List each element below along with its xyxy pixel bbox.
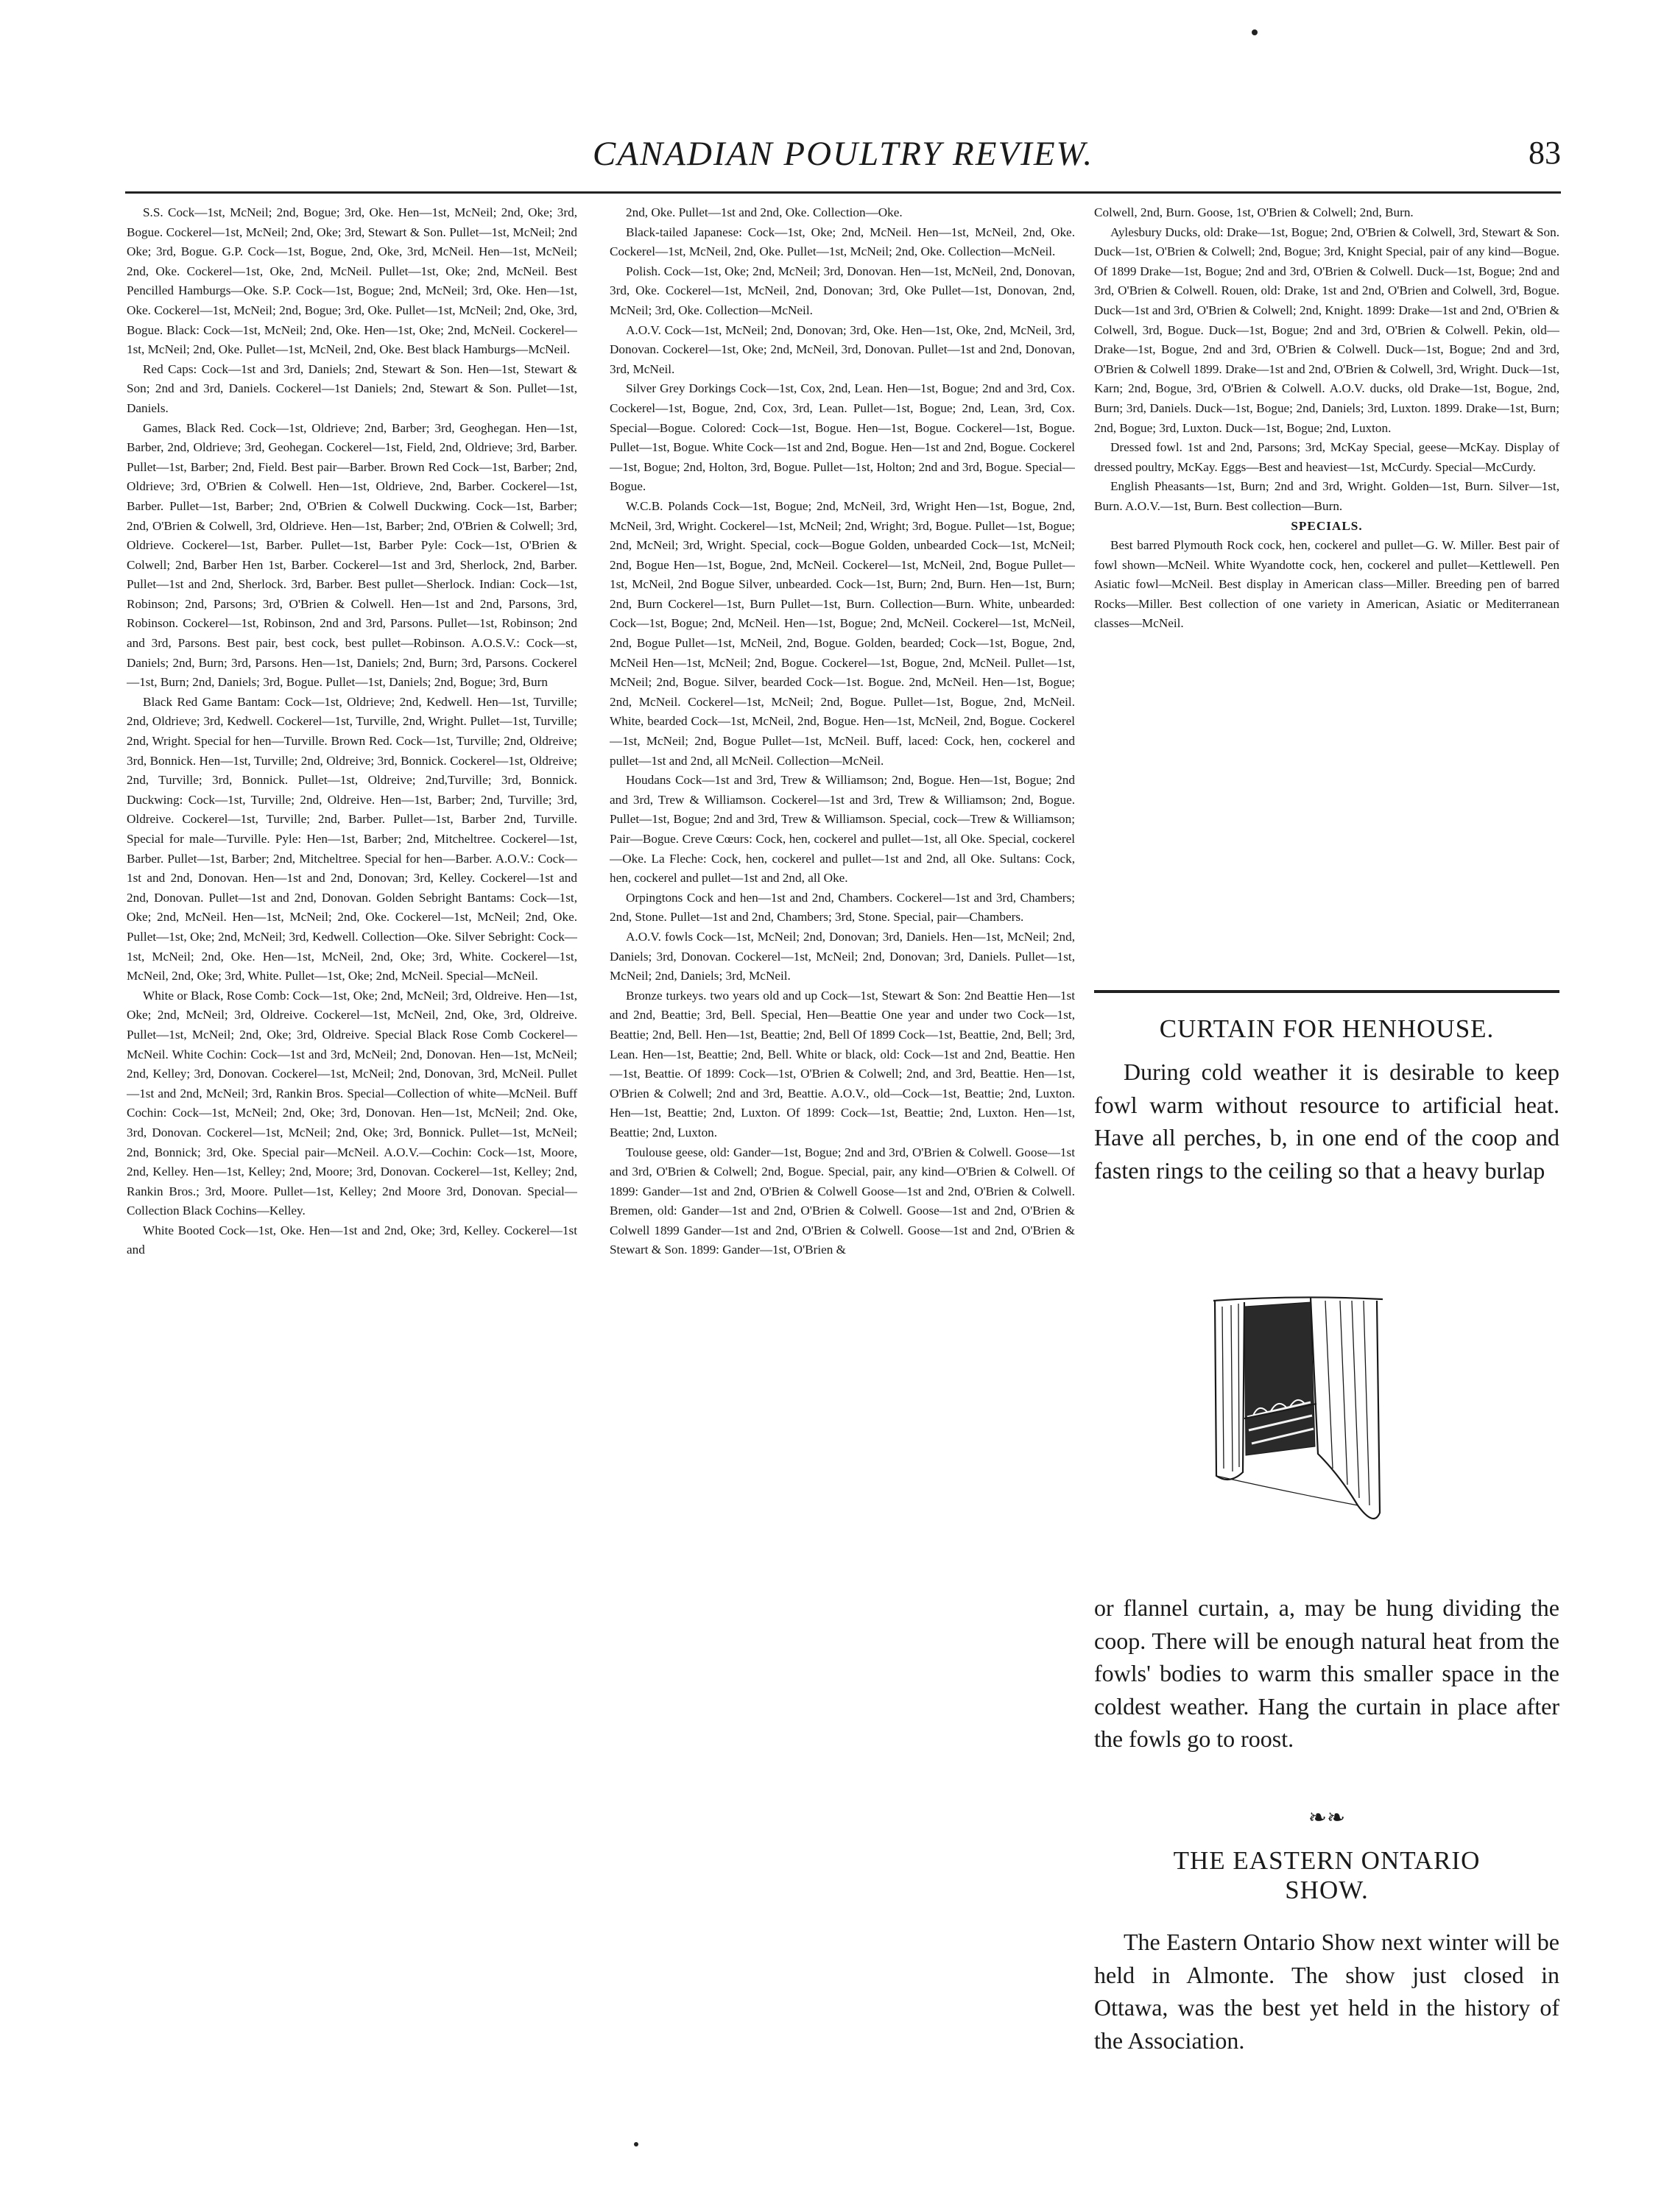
paragraph: Bronze turkeys. two years old and up Cock—1st, Stewart & Son: 2nd Beattie Hen—1st and 2nd, Beattie; 3rd, Bell. Special, Hen—Beattie One year and under two Cock—1st, Beattie; 2nd, Bell. Hen—1st, Beattie; 2nd, Bell Of 1899 Cock—1st, Beattie, 2nd, Bell; 3rd, Lean. Hen—1st, Beattie; 2nd, Bell. White or black, old: Cock—1st and 2nd, Beattie. Hen—1st, Beattie. Of 1899: Cock—1st, O'Brien & Colwell; 2nd, and 3rd, Beattie. Hen—1st, O'Brien & Colwell; 2nd and 3rd, Beattie. A.O.V., old—Cock—1st, Beattie; 2nd, Luxton. Hen—1st, Beattie; 2nd, Luxton. Of 1899: Cock—1st, Beattie; 2nd, Luxton. Hen—1st, Beattie; 2nd, Luxton. <box>610 988 1075 1139</box>
paragraph: or flannel curtain, a, may be hung dividing the coop. There will be enough natural heat from the fowls' bodies to warm this smaller space in the coldest weather. Hang the curtain in place after the fowls go to roost. <box>1094 1594 1559 1752</box>
paragraph: Red Caps: Cock—1st and 3rd, Daniels; 2nd, Stewart & Son. Hen—1st, Stewart & Son; 2nd and 3rd, Daniels. Cockerel—1st Daniels; 2nd, Stewart & Son. Pullet—1st, Daniels. <box>127 361 577 415</box>
paragraph: Aylesbury Ducks, old: Drake—1st, Bogue; 2nd, O'Brien & Colwell, 3rd, Stewart & Son. Duck—1st, O'Brien & Colwell; 2nd, Bogue; 3rd, Knight Special, pair of any kind—Bogue. Of 1899 Drake—1st, Bogue; 2nd and 3rd, O'Brien & Colwell. Duck—1st, Bogue; 2nd and 3rd, O'Brien & Colwell. Rouen, old: Drake, 1st and 2nd, O'Brien and Colwell, 3rd, Bogue. Duck—1st and 3rd, O'Brien & Colwell; 2nd, Knight. 1899: Drake—1st and 2nd, O'Brien & Colwell, 3rd, Bogue. Duck—1st, Bogue; 2nd and 3rd, O'Brien & Colwell. Pekin, old—Drake—1st, Bogue, 2nd and 3rd, O'Brien & Colwell. Duck—1st, Bogue; 2nd and 3rd, O'Brien & Colwell 1899. Drake—1st and 2nd, O'Brien & Colwell, 3rd, Wright. Duck—1st, Karn; 2nd, Bogue, 3rd, O'Brien & Colwell. A.O.V. ducks, old Drake—1st, Bogue, 2nd, Burn; 3rd, Daniels. Duck—1st, Bogue; 2nd, Daniels; 3rd, Luxton. 1899. Drake—1st, Burn; 2nd, Bogue; 3rd, Luxton. Duck—1st, Bogue; 2nd, Luxton. <box>1094 225 1559 435</box>
paragraph: A.O.V. fowls Cock—1st, McNeil; 2nd, Donovan; 3rd, Daniels. Hen—1st, McNeil; 2nd, Daniels; 3rd, Donovan. Cockerel—1st, McNeil; 2nd, Donovan; 3rd, Daniels. Pullet—1st, McNeil; 2nd, Daniels; 3rd, McNeil. <box>610 929 1075 983</box>
column-separator-rule <box>1094 990 1559 993</box>
publication-title: CANADIAN POULTRY REVIEW. <box>592 135 1094 173</box>
paragraph: Houdans Cock—1st and 3rd, Trew & Williamson; 2nd, Bogue. Hen—1st, Bogue; 2nd and 3rd, Trew & Williamson. Cockerel—1st and 3rd, Trew & Williamson; 2nd, Bogue. Pullet—1st, Bogue; 2nd and 3rd, Trew & Williamson. Special, cock—Trew & Williamson; Pair—Bogue. Creve Cœurs: Cock, hen, cockerel and pullet—1st, all Oke. Special, cockerel—Oke. La Fleche: Cock, hen, cockerel and pullet—1st and 2nd, all Oke. Sultans: Cock, hen, cockerel and pullet—1st and 2nd, all Oke. <box>610 773 1075 886</box>
page-header <box>125 134 1561 185</box>
paragraph: Games, Black Red. Cock—1st, Oldrieve; 2nd, Barber; 3rd, Geoghegan. Hen—1st, Barber, 2nd, Oldrieve; 3rd, Geohegan. Cockerel—1st, Field, 2nd, Oldrieve; 3rd, Barber. Pullet—1st, Barber; 2nd, Field. Best pair—Barber. Brown Red Cock—1st, Barber; 2nd, Oldrieve; 3rd, O'Brien & Colwell. Hen—1st, Oldrieve, 2nd, Barber. Cockerel—1st, Barber. Pullet—1st, Barber; 2nd, O'Brien & Colwell Duckwing. Cock—1st, Barber; 2nd, O'Brien & Colwell, 3rd, Oldrieve. Hen—1st, Barber; 2nd, O'Brien & Colwell; 3rd, Oldrieve. Cockerel—1st, Barber. Pullet—1st, Barber Pyle: Cock—1st, O'Brien & Colwell; 2nd, Barber Hen 1st, Barber. Cockerel—1st and 3rd, Sherlock, 2nd, Barber. Pullet—1st and 2nd, Sherlock. 3rd, Barber. Best pullet—Sherlock. Indian: Cock—1st, Robinson; 2nd, Parsons; 3rd, O'Brien & Colwell. Hen—1st and 2nd, Parsons, 3rd, Robinson. Cockerel—1st, Robinson, 2nd and 3rd, Parsons. Pullet—1st, Robinson; 2nd and 3rd, Parsons. Best pair, best cock, best pullet—Robinson. A.O.S.V.: Cock—st, Daniels; 2nd, Burn; 3rd, Parsons. Hen—1st, Daniels; 2nd, Burn; 3rd, Parsons. Cockerel—1st, Burn; 2nd, Daniels; 3rd, Bogue. Pullet—1st, Daniels; 2nd, Bogue; 3rd, Burn <box>127 420 577 690</box>
paragraph: Black-tailed Japanese: Cock—1st, Oke; 2nd, McNeil. Hen—1st, McNeil, 2nd, Oke. Cockerel—1st, McNeil, 2nd, Oke. Pullet—1st, McNeil; 2nd, Oke. Collection—McNeil. <box>610 225 1075 259</box>
paragraph: Black Red Game Bantam: Cock—1st, Oldrieve; 2nd, Kedwell. Hen—1st, Turville; 2nd, Oldrieve; 3rd, Kedwell. Cockerel—1st, Turville, 2nd, Wright. Pullet—1st, Turville; 2nd, Wright. Special for hen—Turville. Brown Red. Cock—1st, Turville; 2nd, Oldreive; 3rd, Bonnick. Hen—1st, Turville; 2nd, Oldreive; 3rd, Bonnick. Cockerel—1st, Oldreive; 2nd, Turville; 3rd, Bonnick. Pullet—1st, Oldreive; 2nd,Turville; 3rd, Bonnick. Duckwing: Cock—1st, Turville; 2nd, Oldreive. Hen—1st, Barber; 2nd, Turville; 3rd, Oldreive. Cockerel—1st, Turville; 2nd, Barber. Pullet—1st, Barber 2nd, Turville. Special for male—Turville. Pyle: Hen—1st, Barber; 2nd, Mitcheltree. Cockerel—1st, Barber. Pullet—1st, Barber; 2nd, Mitcheltree. Special for hen—Barber. A.O.V.: Cock—1st and 2nd, Donovan. Hen—1st and 2nd, Donovan; 3rd, Kelley. Cockerel—1st and 2nd, Donovan. Pullet—1st and 2nd, Donovan. Golden Sebright Bantams: Cock—1st, Oke; 2nd, McNeil. Hen—1st, McNeil; 2nd, Oke. Cockerel—1st, McNeil; 2nd, Oke. Pullet—1st, Oke; 2nd, McNeil; 3rd, Kedwell. Collection—Oke. Silver Sebright: Cock—1st, McNeil; 2nd, Oke. Hen—1st, McNeil, 2nd, Oke; 3rd, White. Cockerel—1st, McNeil, 2nd, Oke; 3rd, White. Pullet—1st, Oke; 2nd, McNeil. Special—McNeil. <box>127 694 577 983</box>
paragraph: During cold weather it is desirable to keep fowl warm without resource to artificial heat. Have all perches, b, in one end of the coop and fasten rings to the ceiling so that a heavy burlap <box>1094 1059 1559 1184</box>
heading-line: THE EASTERN ONTARIO <box>1173 1846 1481 1875</box>
specials-heading: SPECIALS. <box>1291 518 1363 533</box>
paragraph: The Eastern Ontario Show next winter will be held in Almonte. The show just closed in Ottawa, was the best yet held in the history of the Association. <box>1094 1929 1559 2054</box>
curtain-illustration <box>1200 1292 1392 1572</box>
paragraph: Best barred Plymouth Rock cock, hen, cockerel and pullet—G. W. Miller. Best pair of fowl shown—McNeil. White Wyandotte cock, hen, cockerel and pullet—Kettlewell. Pen Asiatic fowl—McNeil. Best display in American class—Miller. Breeding pen of barred Rocks—Miller. Best collection of one variety in American, Asiatic or Mediterranean classes—McNeil. <box>1094 538 1559 631</box>
article-text-continued <box>1094 1591 1559 1756</box>
article-heading <box>1094 1846 1559 1905</box>
article-text <box>1094 1056 1559 1187</box>
article-heading: CURTAIN FOR HENHOUSE. <box>1159 1014 1495 1043</box>
paragraph: Dressed fowl. 1st and 2nd, Parsons; 3rd, McKay Special, geese—McKay. Display of dressed poultry, McKay. Eggs—Best and heaviest—1st, McCurdy. Special—McCurdy. <box>1094 440 1559 474</box>
results-column-3 <box>1094 203 1559 970</box>
paragraph: White Booted Cock—1st, Oke. Hen—1st and 2nd, Oke; 3rd, Kelley. Cockerel—1st and <box>127 1223 577 1257</box>
paragraph: Colwell, 2nd, Burn. Goose, 1st, O'Brien & Colwell; 2nd, Burn. <box>1094 205 1414 219</box>
paragraph: White or Black, Rose Comb: Cock—1st, Oke; 2nd, McNeil; 3rd, Oldreive. Hen—1st, Oke; 2nd, McNeil; 3rd, Oldreive. Cockerel—1st, McNeil, 2nd, Oke, 3rd, Oldreive. Pullet—1st, McNeil; 2nd, Oke; 3rd, Oldreive. Special Black Rose Comb Cockerel—McNeil. White Cochin: Cock—1st and 3rd, McNeil; 2nd, Donovan. Hen—1st, McNeil; 2nd, Kelley; 3rd, Donovan. Cockerel—1st, McNeil; 2nd, Donovan, 3rd, McNeil. Pullet—1st and 2nd, McNeil; 3rd, Rankin Bros. Special—Collection of white—McNeil. Buff Cochin: Cock—1st, McNeil; 2nd, Oke; 3rd, Donovan. Hen—1st, McNeil; 2nd. Oke, 3rd, Donovan. Cockerel—1st, McNeil; 2nd, Oke; 3rd, Bonnick. Pullet—1st, McNeil; 2nd, Bonnick; 3rd, Oke. Special pair—McNeil. A.O.V.—Cochin: Cock—1st, Moore, 2nd, Kelley. Hen—1st, Kelley; 2nd, Moore; 3rd, Donovan. Cockerel—1st, Kelley; 2nd, Rankin Bros.; 3rd, Moore. Pullet—1st, Kelley; 2nd Moore 3rd, Donovan. Special—Collection Black Cochins—Kelley. <box>127 988 577 1218</box>
paragraph: Orpingtons Cock and hen—1st and 2nd, Chambers. Cockerel—1st and 3rd, Chambers; 2nd, Stone. Pullet—1st and 2nd, Chambers; 3rd, Stone. Special, pair—Chambers. <box>610 890 1075 925</box>
header-rule <box>125 191 1561 194</box>
paragraph: Silver Grey Dorkings Cock—1st, Cox, 2nd, Lean. Hen—1st, Bogue; 2nd and 3rd, Cox. Cockerel—1st, Bogue, 2nd, Cox, 3rd, Lean. Pullet—1st, Bogue; 2nd, Lean, 3rd, Cox. Special—Bogue. Colored: Cock—1st, Bogue. Hen—1st, Bogue. Cockerel—1st, Bogue. Pullet—1st, Bogue. White Cock—1st and 2nd, Bogue. Hen—1st and 2nd, Bogue. Cockerel—1st, Bogue; 2nd, Holton, 3rd, Bogue. Pullet—1st, Holton; 2nd and 3rd, Bogue. Special—Bogue. <box>610 381 1075 494</box>
paragraph: Polish. Cock—1st, Oke; 2nd, McNeil; 3rd, Donovan. Hen—1st, McNeil, 2nd, Donovan, 3rd, Oke. Cockerel—1st, McNeil, 2nd, Donovan; 3rd, Oke Pullet—1st, Donovan, 2nd, McNeil; 3rd, Oke. Collection—McNeil. <box>610 264 1075 317</box>
ink-speck <box>1252 29 1258 35</box>
results-column-1 <box>127 203 577 2176</box>
section-ornament: ❧❧ <box>1308 1805 1346 1831</box>
paragraph: S.S. Cock—1st, McNeil; 2nd, Bogue; 3rd, Oke. Hen—1st, McNeil; 2nd, Oke; 3rd, Bogue. Cockerel—1st, McNeil; 2nd, Oke; 3rd, Stewart & Son. Pullet—1st, McNeil; 2nd Oke; 3rd, Bogue. G.P. Cock—1st, Bogue, 2nd, Oke, 3rd, McNeil. Hen—1st, McNeil; 2nd, Oke. Cockerel—1st, Oke, 2nd, McNeil. Pullet—1st, Oke; 2nd, McNeil. Best Pencilled Hamburgs—Oke. S.P. Cock—1st, Bogue; 2nd, McNeil; 3rd, Oke. Hen—1st, Oke. Cockerel—1st, McNeil; 2nd, Bogue; 3rd, Oke. Pullet—1st, McNeil; 2nd, Oke, 3rd, Bogue. Black: Cock—1st, McNeil; 2nd, Oke. Hen—1st, Oke; 2nd, McNeil. Cockerel—1st, McNeil; 2nd, Oke. Pullet—1st, McNeil, 2nd, Oke. Best black Hamburgs—McNeil. <box>127 205 577 357</box>
paragraph: English Pheasants—1st, Burn; 2nd and 3rd, Wright. Golden—1st, Burn. Silver—1st, Burn. A.O.V.—1st, Burn. Best collection—Burn. <box>1094 479 1559 513</box>
paragraph: 2nd, Oke. Pullet—1st and 2nd, Oke. Collection—Oke. <box>626 205 903 219</box>
heading-line: SHOW. <box>1285 1876 1369 1904</box>
article-text <box>1094 1926 1559 2057</box>
paragraph: Toulouse geese, old: Gander—1st, Bogue; 2nd and 3rd, O'Brien & Colwell. Goose—1st and 3rd, O'Brien & Colwell; 2nd, Bogue. Special, pair, any kind—O'Brien & Colwell. Of 1899: Gander—1st and 2nd, O'Brien & Colwell Goose—1st and 2nd, O'Brien & Colwell. Bremen, old: Gander—1st and 2nd, O'Brien & Colwell. Goose—1st and 2nd, O'Brien & Colwell 1899 Gander—1st and 2nd, O'Brien & Colwell. Goose—1st and 2nd, O'Brien & Stewart & Son. 1899: Gander—1st, O'Brien & <box>610 1145 1075 1257</box>
results-column-2 <box>610 203 1075 2176</box>
paragraph: A.O.V. Cock—1st, McNeil; 2nd, Donovan; 3rd, Oke. Hen—1st, Oke, 2nd, McNeil, 3rd, Donovan. Cockerel—1st, Oke; 2nd, McNeil, 3rd, Donovan. Pullet—1st and 2nd, Donovan, 3rd, McNeil. <box>610 322 1075 376</box>
page-number: 83 <box>1529 135 1561 171</box>
paragraph: W.C.B. Polands Cock—1st, Bogue; 2nd, McNeil, 3rd, Wright Hen—1st, Bogue, 2nd, McNeil, 3rd, Wright. Cockerel—1st, McNeil; 2nd, Wright; 3rd, Bogue. Pullet—1st, Bogue; 2nd, McNeil; 3rd, Wright. Special, cock—Bogue Golden, unbearded Cock—1st, McNeil; 2nd, Bogue Hen—1st, Bogue, 2nd, McNeil. Cockerel—1st, McNeil, 2nd, Bogue Pullet—1st, McNeil, 2nd Bogue Silver, unbearded. Cock—1st, Burn; 2nd, Burn. Hen—1st, Burn; 2nd, Burn Cockerel—1st, Burn Pullet—1st, Burn. Collection—Burn. White, unbearded: Cock—1st, Bogue; 2nd, McNeil. Hen—1st, Bogue; 2nd, McNeil. Cockerel—1st, McNeil, 2nd, Bogue Pullet—1st, McNeil, 2nd, Bogue. Golden, bearded; Cock—1st, Bogue, 2nd, McNeil Hen—1st, McNeil; 2nd, Bogue. Cockerel—1st, Bogue, 2nd, McNeil. Pullet—1st, McNeil; 2nd, Bogue. Silver, bearded Cock—1st. Bogue. 2nd, McNeil. Hen—1st, Bogue; 2nd, McNeil. Cockerel—1st, McNeil; 2nd, Bogue. Pullet—1st, Bogue, 2nd, McNeil. White, bearded Cock—1st, McNeil, 2nd, Bogue. Hen—1st, McNeil, 2nd, Bogue. Cockerel—1st, McNeil; 2nd, Bogue Pullet—1st, McNeil. Buff, laced: Cock, hen, cockerel and pullet—1st and 2nd, all McNeil. Collection—McNeil. <box>610 498 1075 768</box>
